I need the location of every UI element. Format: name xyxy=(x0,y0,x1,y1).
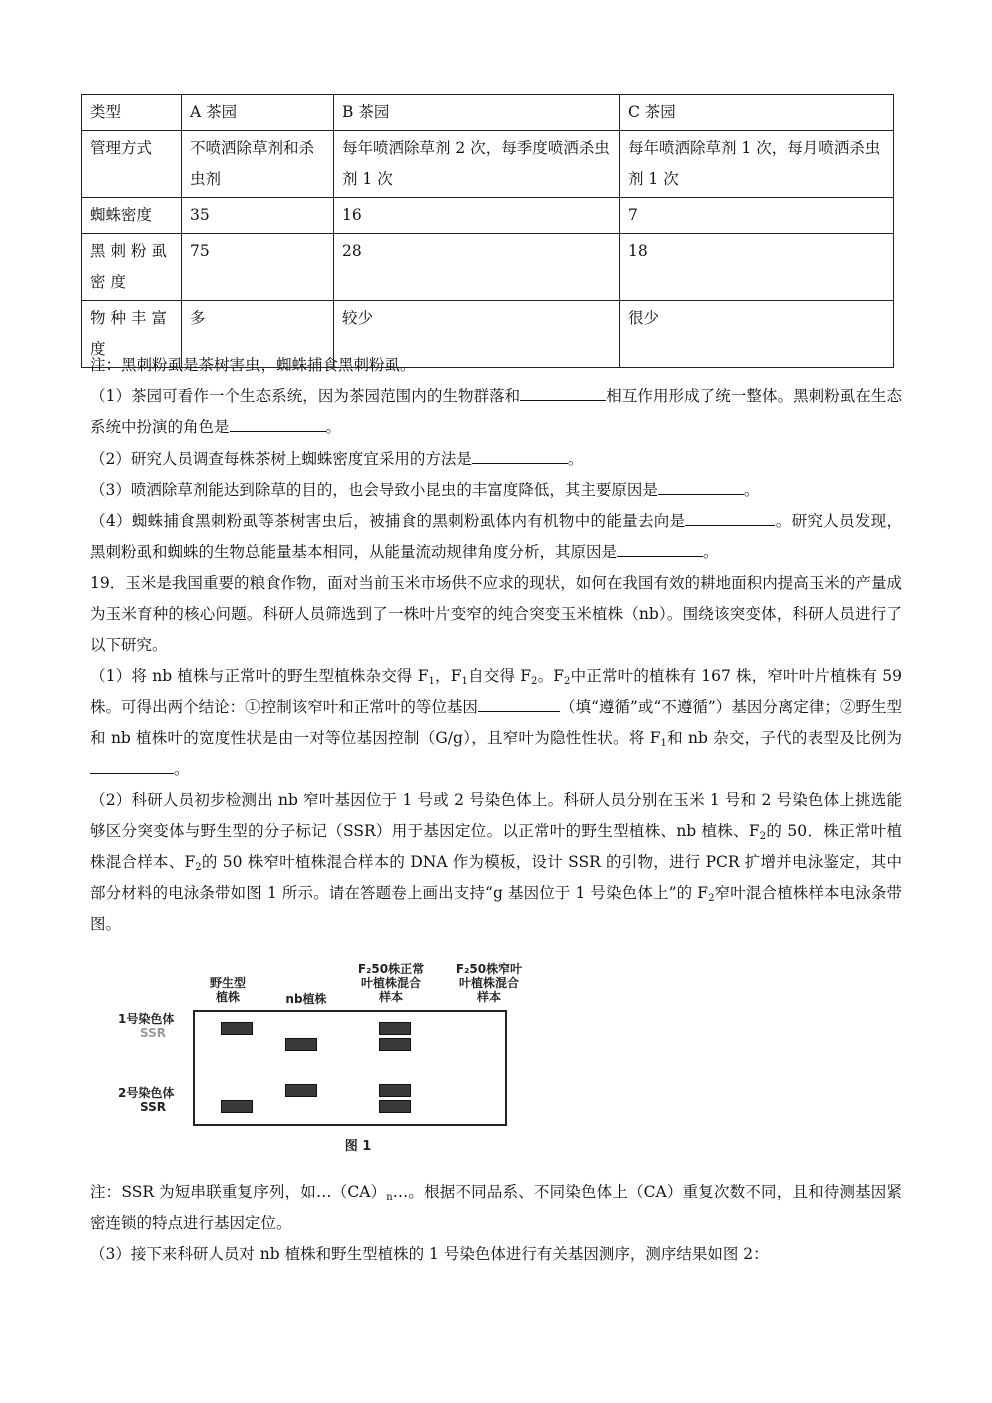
p1-text: 中正常叶的植株有 167 株，窄叶叶片植株有 59 株。可得出两个结论：①控制该窄叶和正常叶的等位基因 xyxy=(90,667,902,716)
label-line: SSR xyxy=(140,1026,166,1040)
question-19-intro: 19．玉米是我国重要的粮食作物，面对当前玉米市场供不应求的现状，如何在我国有效的耕地面积内提高玉米的产量成为玉米育种的核心问题。科研人员筛选到了一株叶片变窄的纯合突变玉米植株（nb）。围绕该突变体，科研人员进行了以下研究。 xyxy=(90,574,902,654)
row-label-chr2 xyxy=(118,1086,174,1114)
q3-text-a: （3）喷洒除草剂能达到除草的目的，也会导致小昆虫的丰富度降低，其主要原因是 xyxy=(90,481,658,499)
label-line: F₂50株正常 xyxy=(357,962,425,976)
gel-band xyxy=(379,1100,411,1113)
q1-text-a: （1）茶园可看作一个生态系统，因为茶园范围内的生物群落和 xyxy=(90,387,521,405)
subscript: 2 xyxy=(564,676,571,687)
figure-1-electrophoresis xyxy=(108,960,538,1160)
p1-text: ，F xyxy=(434,667,462,685)
table-cell: 每年喷洒除草剂 2 次，每季度喷洒杀虫剂 1 次 xyxy=(334,131,620,198)
q1-text-c: 。 xyxy=(325,418,342,436)
gel-band xyxy=(379,1084,411,1097)
q2-text-b: 。 xyxy=(567,450,584,468)
subscript: 1 xyxy=(428,676,435,687)
p1-text: 。F xyxy=(537,667,565,685)
row-label-chr1 xyxy=(118,1012,174,1040)
answer-blank[interactable] xyxy=(230,413,326,432)
table-cell: 28 xyxy=(334,234,620,301)
gel-band xyxy=(285,1084,317,1097)
lane-label-nb: nb植株 xyxy=(285,992,327,1006)
p2-text: 的 50．株正常叶植株混合样本、F xyxy=(90,822,902,871)
table-row xyxy=(82,234,894,301)
table-cell: 黑刺粉虱密度 xyxy=(82,234,182,301)
gel-band xyxy=(221,1022,253,1035)
table-cell: 很少 xyxy=(620,301,894,368)
label-line: 2号染色体 xyxy=(118,1086,175,1100)
q3-text-b: 。 xyxy=(743,481,760,499)
answer-blank[interactable] xyxy=(685,507,775,526)
note-text: 注：SSR 为短串联重复序列，如…（CA） xyxy=(90,1183,387,1201)
table-note: 注：黑刺粉虱是茶树害虫，蜘蛛捕食黑刺粉虱。 xyxy=(90,356,416,374)
q4-text-c: 。 xyxy=(703,543,719,561)
q4-text-a: （4）蜘蛛捕食黑刺粉虱等茶树害虫后，被捕食的黑刺粉虱体内有机物中的能量去向是 xyxy=(90,512,686,530)
q4-text-b: 。研究人员发现，黑刺粉虱和蜘蛛的生物总能量基本相同，从能量流动规律角度分析，其原因是 xyxy=(90,512,902,561)
question-19-part-2 xyxy=(90,785,902,940)
table-cell: 多 xyxy=(182,301,334,368)
label-line: 野生型 xyxy=(209,976,246,990)
table-header-cell: 类型 xyxy=(82,95,182,131)
gel-frame xyxy=(193,1010,507,1126)
note-text: …。根据不同品系、不同染色体上（CA）重复次数不同，且和待测基因紧密连锁的特点进行基因定位。 xyxy=(90,1183,902,1232)
label-line: 样本 xyxy=(378,990,403,1004)
table-cell: 蜘蛛密度 xyxy=(82,198,182,234)
table-header-row xyxy=(82,95,894,131)
subscript: n xyxy=(386,1192,393,1203)
subscript: 2 xyxy=(708,893,715,904)
subscript: 2 xyxy=(531,676,538,687)
answer-blank[interactable] xyxy=(520,382,606,401)
question-19-part-3: （3）接下来科研人员对 nb 植株和野生型植株的 1 号染色体进行有关基因测序，测序结果如图 2： xyxy=(90,1245,769,1263)
table-header-cell: A 茶园 xyxy=(182,95,334,131)
table-cell: 不喷洒除草剂和杀虫剂 xyxy=(182,131,334,198)
p1-text: （1）将 nb 植株与正常叶的野生型植株杂交得 F xyxy=(90,667,429,685)
p2-text: （2）科研人员初步检测出 nb 窄叶基因位于 1 号或 2 号染色体上。科研人员分别在玉米 1 号和 2 号染色体上挑选能够区分突变体与野生型的分子标记（SSR）用于基因定位。以正常叶的野生型植株、nb 植株、F xyxy=(90,791,902,840)
label-line: SSR xyxy=(140,1100,166,1114)
subscript: 1 xyxy=(461,676,468,687)
tea-garden-table xyxy=(81,94,894,368)
label-line: 样本 xyxy=(476,990,501,1004)
answer-blank[interactable] xyxy=(478,693,560,712)
label-line: F₂50株窄叶 xyxy=(455,962,523,976)
table-cell: 每年喷洒除草剂 1 次，每月喷洒杀虫剂 1 次 xyxy=(620,131,894,198)
p1-text: （填“遵循”或“不遵循”）基因分离定律；②野生型和 nb 植株叶的宽度性状是由一对等位基因控制（G/g），且窄叶为隐性性状。将 F xyxy=(90,698,902,747)
label-line: 叶植株混合 xyxy=(458,976,519,990)
table-cell: 7 xyxy=(620,198,894,234)
question-3 xyxy=(90,475,902,506)
table-header-cell: B 茶园 xyxy=(334,95,620,131)
question-1 xyxy=(90,381,902,443)
table-cell: 较少 xyxy=(334,301,620,368)
gel-band xyxy=(379,1038,411,1051)
question-2 xyxy=(90,444,902,475)
answer-blank[interactable] xyxy=(617,538,703,557)
p1-text: 自交得 F xyxy=(467,667,532,685)
gel-band xyxy=(379,1022,411,1035)
gel-band xyxy=(285,1038,317,1051)
table-cell: 35 xyxy=(182,198,334,234)
subscript: 2 xyxy=(759,831,767,842)
label-line: 叶植株混合 xyxy=(360,976,421,990)
subscript: 1 xyxy=(660,738,667,749)
q2-text-a: （2）研究人员调查每株茶树上蜘蛛密度宜采用的方法是 xyxy=(90,450,472,468)
lane-label-f2-narrow xyxy=(444,962,534,1004)
p2-text: 的 50 株窄叶植株混合样本的 DNA 作为模板，设计 SSR 的引物，进行 PCR 扩增并电泳鉴定，其中部分材料的电泳条带如图 1 所示。请在答题卷上画出支持“g 基因位于 1 号染色体上”的 F xyxy=(90,853,902,902)
table-cell: 管理方式 xyxy=(82,131,182,198)
p1-text: 和 nb 杂交，子代的表型及比例为 xyxy=(666,729,902,747)
table-cell: 16 xyxy=(334,198,620,234)
question-19-part-1 xyxy=(90,661,902,785)
p2-text: 窄叶混合植株样本电泳条带图。 xyxy=(90,884,902,933)
table-row xyxy=(82,131,894,198)
subscript: 2 xyxy=(195,862,202,873)
table-cell: 物种丰富度 xyxy=(82,301,182,368)
answer-blank[interactable] xyxy=(472,445,568,464)
table-cell: 75 xyxy=(182,234,334,301)
lane-label-wild-type xyxy=(198,976,258,1004)
answer-blank[interactable] xyxy=(658,476,744,495)
question-4 xyxy=(90,506,902,568)
label-line: 植株 xyxy=(215,990,240,1004)
p1-text: 。 xyxy=(174,760,190,778)
table-cell: 18 xyxy=(620,234,894,301)
label-line: 1号染色体 xyxy=(118,1012,175,1026)
table-header-cell: C 茶园 xyxy=(620,95,894,131)
figure-caption: 图 1 xyxy=(344,1139,372,1154)
table-row xyxy=(82,198,894,234)
ssr-note xyxy=(90,1177,902,1239)
gel-band xyxy=(221,1100,253,1113)
lane-label-f2-normal xyxy=(346,962,436,1004)
answer-blank[interactable] xyxy=(90,755,174,774)
q1-text-b: 相互作用形成了统一整体。黑刺粉虱在生态系统中扮演的角色是 xyxy=(90,387,902,436)
